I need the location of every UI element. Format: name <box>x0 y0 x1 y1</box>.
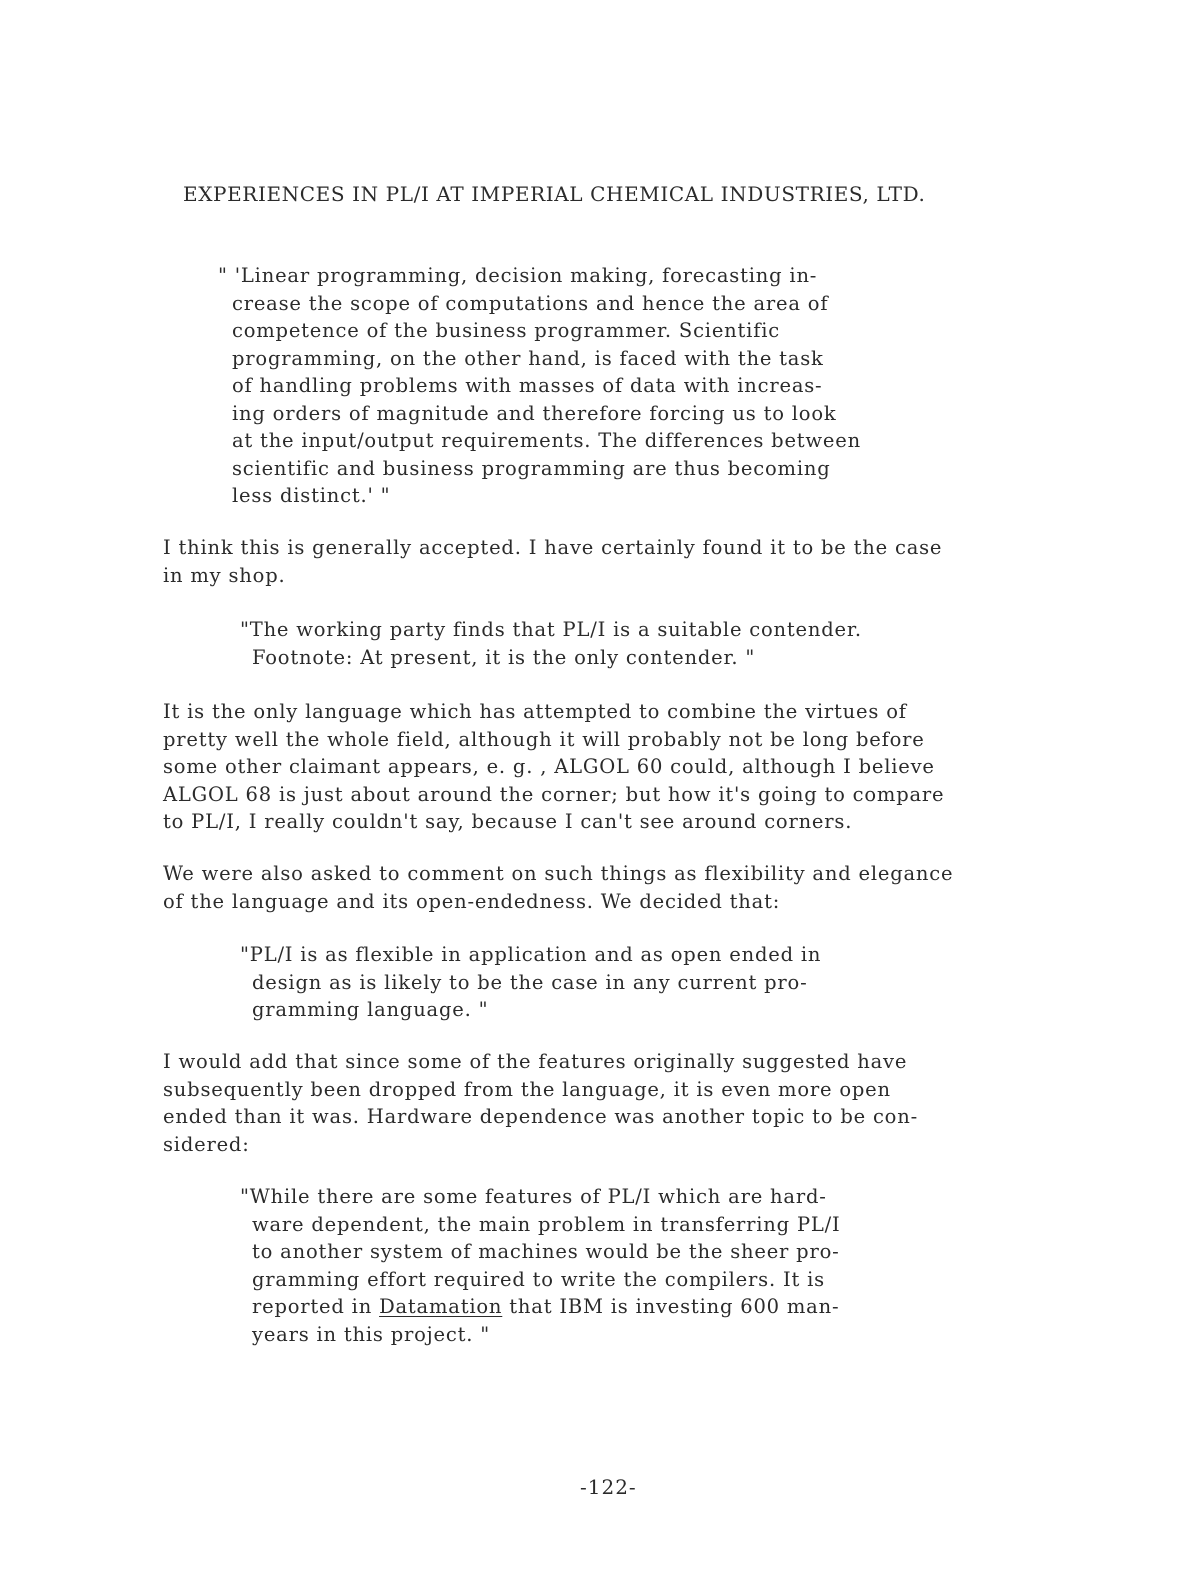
paragraph-line: It is the only language which has attempted to combine the virtues of <box>163 700 907 723</box>
paragraph-line: to PL/I, I really couldn't say, because I can't see around corners. <box>163 810 853 833</box>
quote-hardware-features <box>240 1183 841 1348</box>
quote-line: "PL/I is as flexible in application and as open ended in <box>240 943 822 966</box>
quote-line: scientific and business programming are thus becoming <box>232 456 831 480</box>
paragraph-only-language <box>163 698 944 836</box>
quote-line: " 'Linear programming, decision making, forecasting in- <box>218 264 818 287</box>
quote-line: design as is likely to be the case in any current pro- <box>252 970 808 994</box>
quote-line: gramming effort required to write the compilers. It is <box>252 1267 825 1291</box>
document-title: EXPERIENCES IN PL/I AT IMPERIAL CHEMICAL INDUSTRIES, LTD. <box>183 182 926 206</box>
quote-line: of handling problems with masses of data with increas- <box>232 374 823 397</box>
paragraph-line: sidered: <box>163 1132 250 1156</box>
quote-line: gramming language. " <box>252 998 489 1021</box>
quote-line: ing orders of magnitude and therefore forcing us to look <box>232 401 837 425</box>
paragraph-line: I think this is generally accepted. I have certainly found it to be the case <box>163 536 943 559</box>
paragraph-generally-accepted <box>163 534 942 589</box>
quote-text: that IBM is investing 600 man- <box>502 1295 840 1318</box>
paragraph-line: subsequently been dropped from the language, it is even more open <box>163 1077 891 1101</box>
quote-flexible <box>240 941 821 1024</box>
quote-line: "The working party finds that PL/I is a suitable contender. <box>240 618 862 641</box>
paragraph-line: ALGOL 68 is just about around the corner; but how it's going to compare <box>163 782 945 806</box>
paragraph-line: ended than it was. Hardware dependence was another topic to be con- <box>163 1105 918 1128</box>
quote-line: "While there are some features of PL/I which are hard- <box>240 1185 827 1208</box>
paragraph-flexibility <box>163 860 953 915</box>
paragraph-line: in my shop. <box>163 563 286 587</box>
quote-text: reported in <box>252 1295 380 1318</box>
quote-working-party <box>240 616 862 671</box>
page-number: -122- <box>580 1475 637 1499</box>
quote-linear-programming <box>218 262 861 510</box>
quote-line: programming, on the other hand, is faced with the task <box>232 346 824 370</box>
quote-line: to another system of machines would be the sheer pro- <box>252 1240 840 1263</box>
paragraph-line: of the language and its open-endedness. We decided that: <box>163 889 781 913</box>
paragraph-line: pretty well the whole field, although it will probably not be long before <box>163 727 925 751</box>
quote-line: crease the scope of computations and hence the area of <box>232 291 829 315</box>
quote-line: ware dependent, the main problem in transferring PL/I <box>252 1212 841 1236</box>
quote-line: years in this project. " <box>252 1322 490 1346</box>
paragraph-line: I would add that since some of the features originally suggested have <box>163 1050 908 1073</box>
quote-line: competence of the business programmer. Scientific <box>232 319 780 342</box>
paragraph-line: We were also asked to comment on such things as flexibility and elegance <box>163 862 954 885</box>
quote-line <box>240 1293 841 1321</box>
paragraph-line: some other claimant appears, e. g. , ALGOL 60 could, although I believe <box>163 755 935 778</box>
quote-line: at the input/output requirements. The differences between <box>232 429 861 452</box>
datamation-reference: Datamation <box>379 1295 503 1318</box>
quote-line: less distinct.' " <box>232 484 391 507</box>
quote-line: Footnote: At present, it is the only contender. " <box>252 645 756 669</box>
paragraph-hardware-dependence <box>163 1048 918 1158</box>
